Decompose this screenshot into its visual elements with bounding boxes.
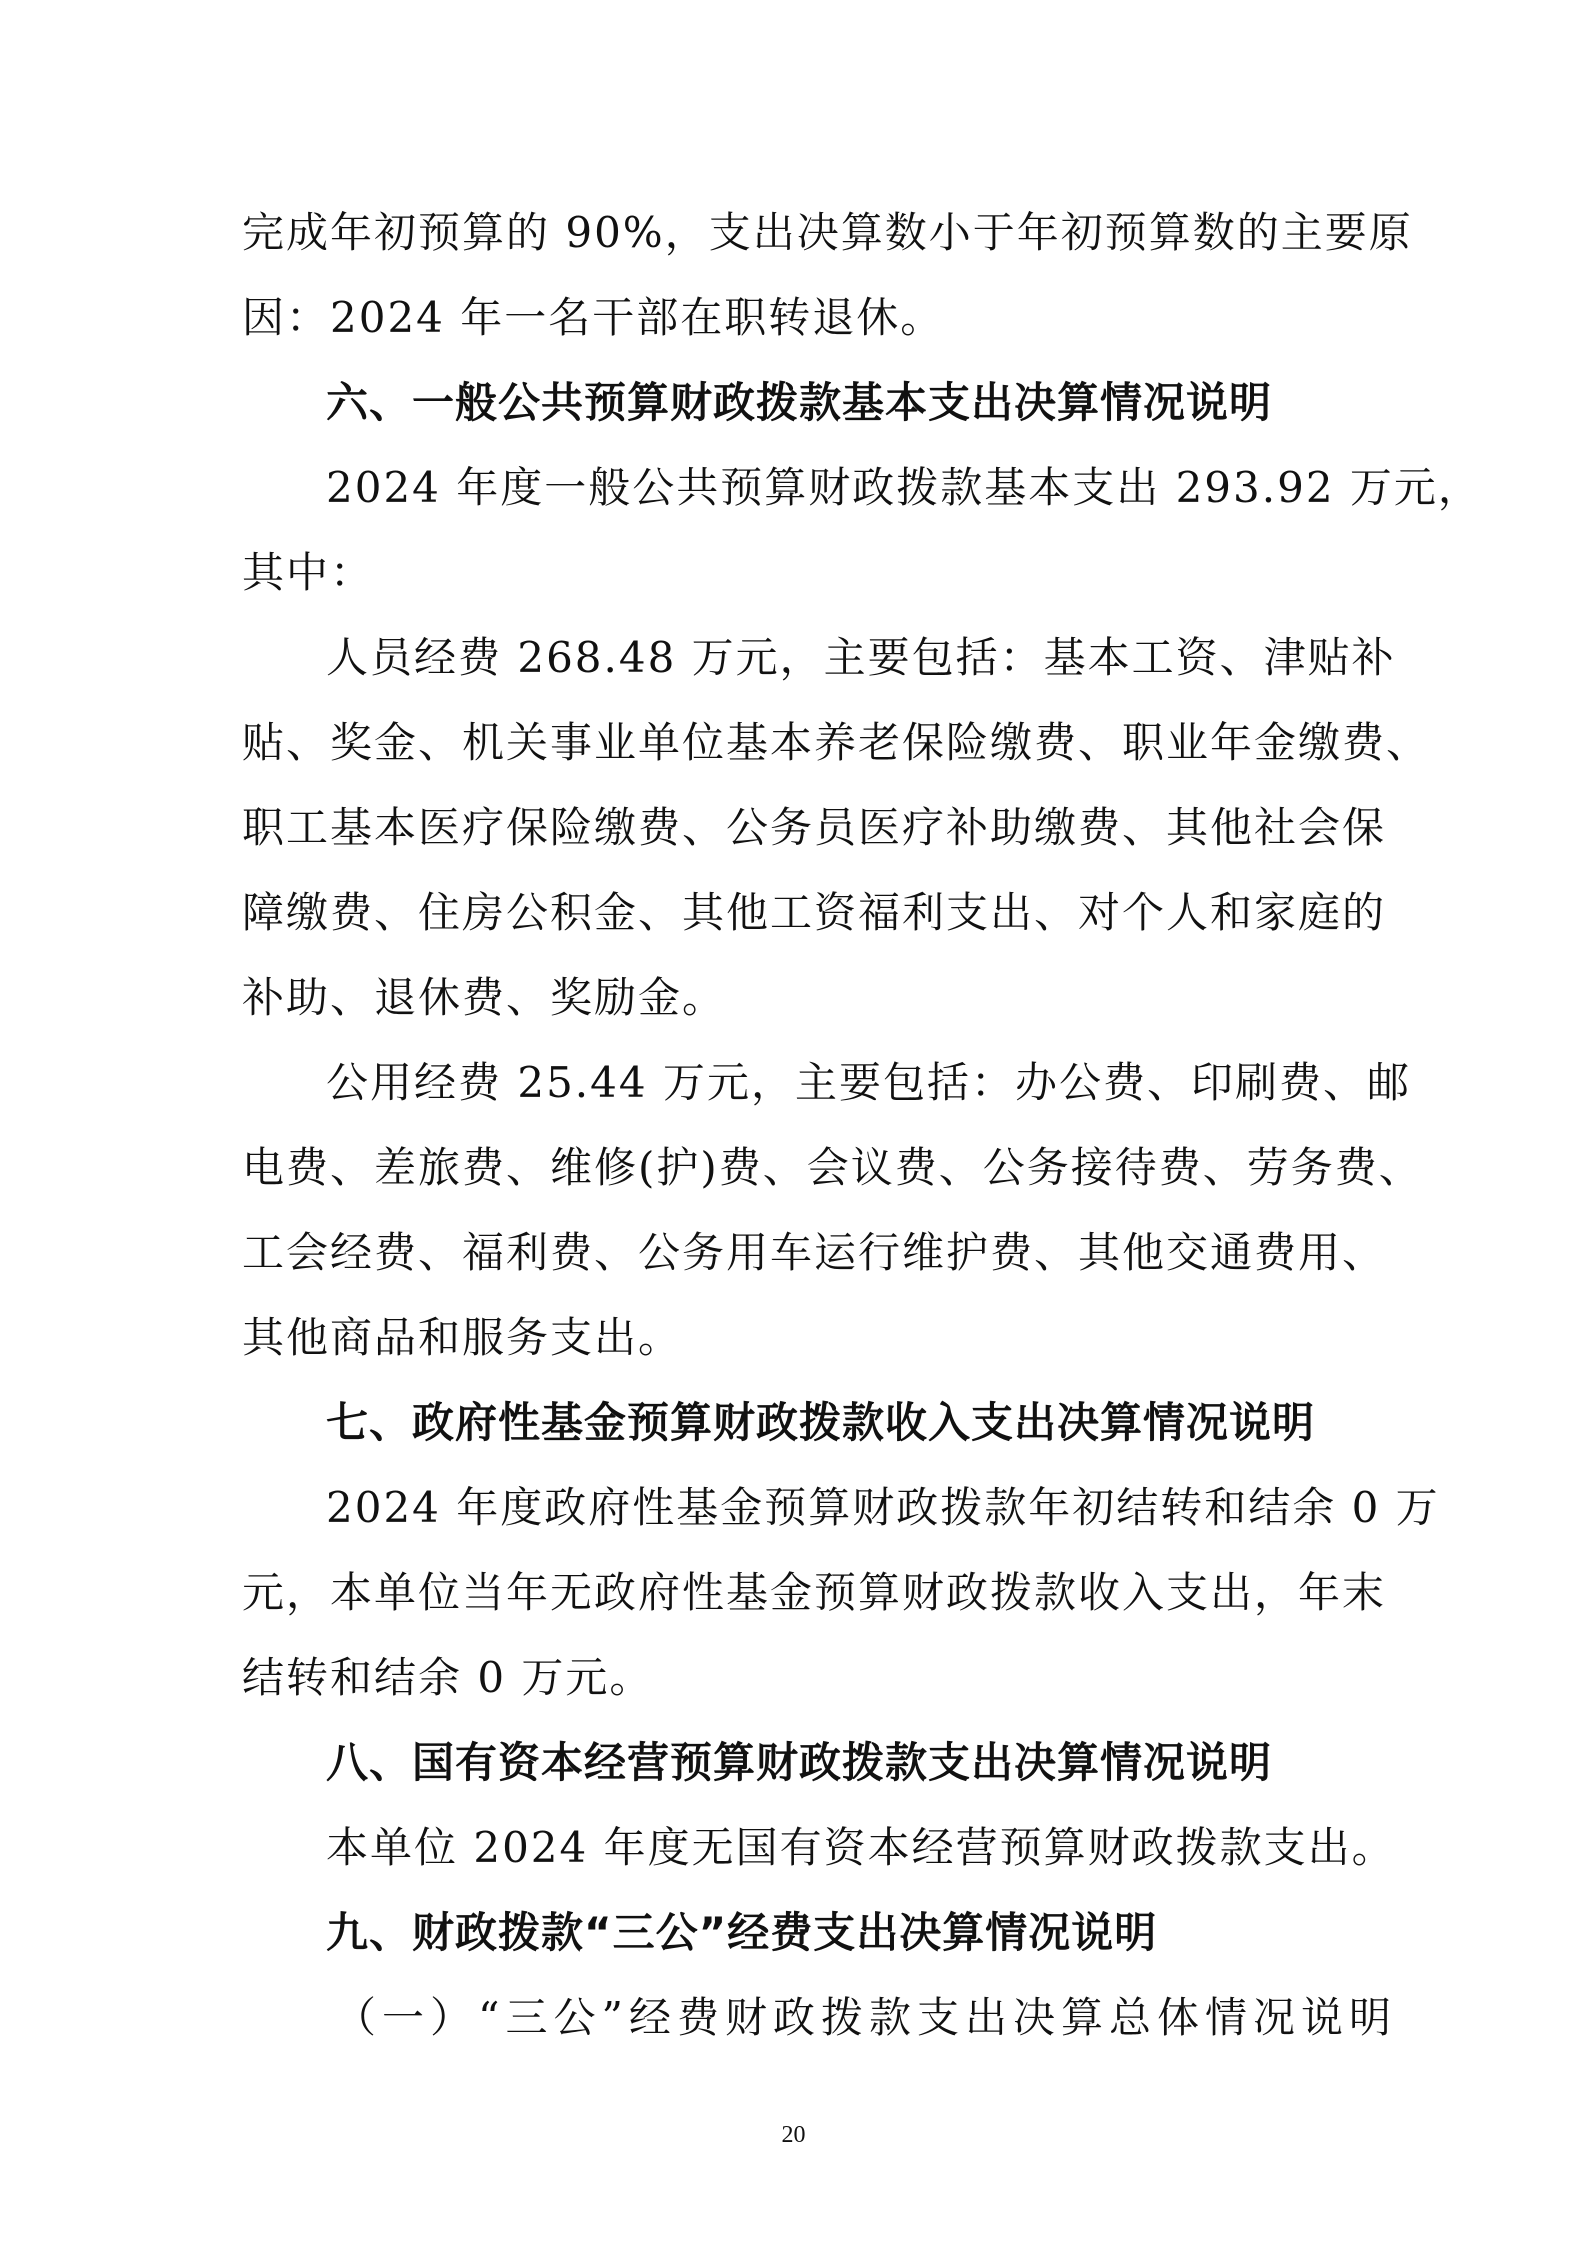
section-heading-9: 九、财政拨款“三公”经费支出决算情况说明	[326, 1908, 1158, 1957]
document-body	[242, 190, 1482, 2060]
page-number: 20	[781, 2122, 806, 2148]
paragraph-line: 补助、退休费、奖励金。	[242, 973, 727, 1022]
paragraph-line: 其他商品和服务支出。	[242, 1313, 683, 1362]
paragraph-line: 完成年初预算的 90%，支出决算数小于年初预算数的主要原	[242, 208, 1413, 257]
section-heading-7: 七、政府性基金预算财政拨款收入支出决算情况说明	[326, 1398, 1316, 1447]
paragraph-line: 其中：	[242, 548, 375, 597]
paragraph-line: 贴、奖金、机关事业单位基本养老保险缴费、职业年金缴费、	[242, 718, 1431, 767]
paragraph-line: 2024 年度政府性基金预算财政拨款年初结转和结余 0 万	[326, 1483, 1440, 1532]
paragraph-line: 2024 年度一般公共预算财政拨款基本支出 293.92 万元，	[326, 463, 1482, 512]
paragraph-line: 公用经费 25.44 万元，主要包括：办公费、印刷费、邮	[326, 1058, 1411, 1107]
paragraph-line: 元，本单位当年无政府性基金预算财政拨款收入支出，年末	[242, 1568, 1387, 1617]
section-heading-6: 六、一般公共预算财政拨款基本支出决算情况说明	[326, 378, 1273, 427]
paragraph-line: 电费、差旅费、维修(护)费、会议费、公务接待费、劳务费、	[242, 1143, 1423, 1192]
section-heading-8: 八、国有资本经营预算财政拨款支出决算情况说明	[326, 1738, 1273, 1787]
subsection-heading: （一）“三公”经费财政拨款支出决算总体情况说明	[334, 1993, 1397, 2042]
paragraph-line: 职工基本医疗保险缴费、公务员医疗补助缴费、其他社会保	[242, 803, 1387, 852]
paragraph-line: 工会经费、福利费、公务用车运行维护费、其他交通费用、	[242, 1228, 1387, 1277]
paragraph-line: 人员经费 268.48 万元，主要包括：基本工资、津贴补	[326, 633, 1396, 682]
paragraph-line: 结转和结余 0 万元。	[242, 1653, 654, 1702]
paragraph-line: 本单位 2024 年度无国有资本经营预算财政拨款支出。	[326, 1823, 1396, 1872]
paragraph-line: 障缴费、住房公积金、其他工资福利支出、对个人和家庭的	[242, 888, 1387, 937]
paragraph-line: 因：2024 年一名干部在职转退休。	[242, 293, 945, 342]
